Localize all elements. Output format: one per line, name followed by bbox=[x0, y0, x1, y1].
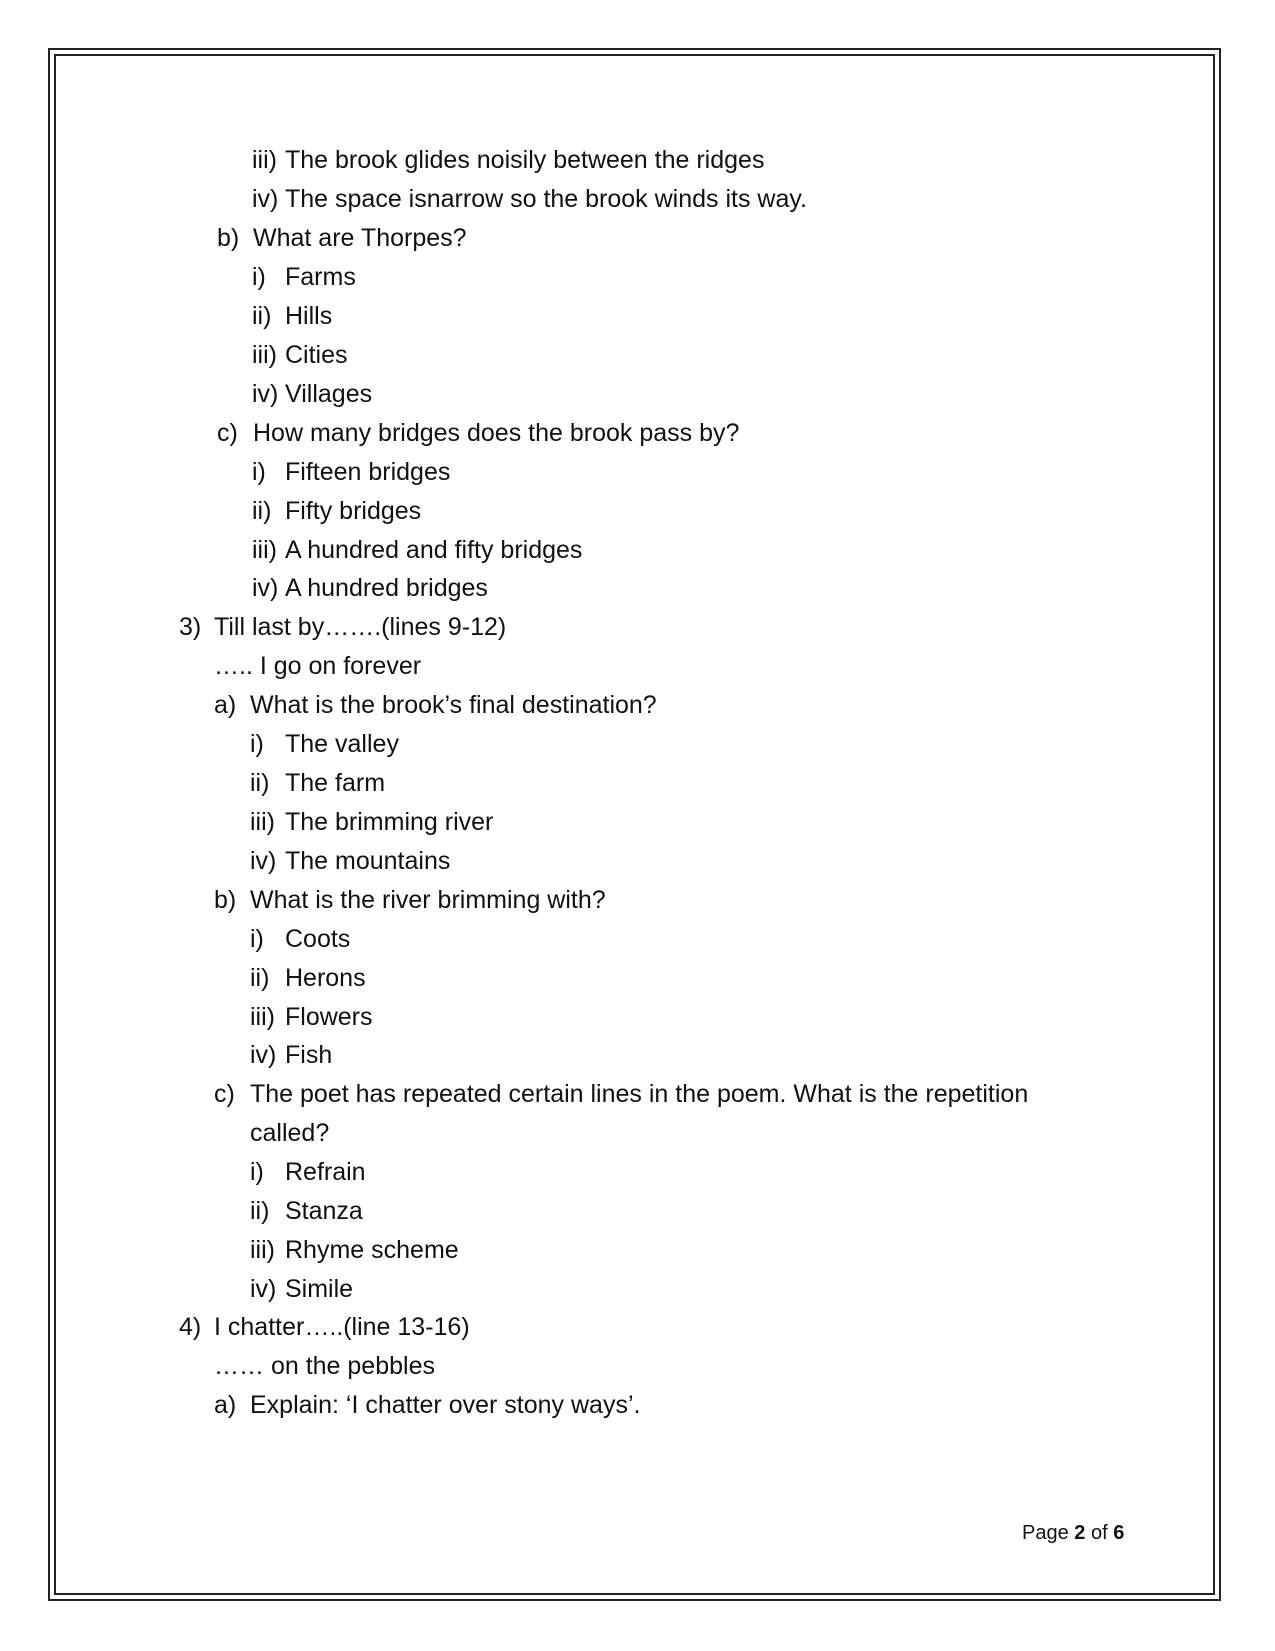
item-number: iv) bbox=[250, 1275, 277, 1303]
item-number: ii) bbox=[252, 302, 272, 330]
item-number: iv) bbox=[250, 1041, 277, 1069]
item-number: a) bbox=[214, 1391, 237, 1419]
item-text: called? bbox=[250, 1119, 330, 1147]
item-text: Explain: ‘I chatter over stony ways’. bbox=[250, 1391, 641, 1419]
item-number: 4) bbox=[179, 1313, 202, 1341]
item-text: The valley bbox=[285, 730, 399, 758]
item-number: iv) bbox=[252, 380, 279, 408]
item-text: The mountains bbox=[285, 847, 451, 875]
item-text: …… on the pebbles bbox=[214, 1352, 435, 1380]
item-number: c) bbox=[214, 1080, 235, 1108]
item-text: Simile bbox=[285, 1275, 354, 1303]
item-text: Till last by…….(lines 9-12) bbox=[214, 613, 507, 641]
item-text: Villages bbox=[285, 380, 373, 408]
item-number: b) bbox=[217, 224, 240, 252]
item-number: ii) bbox=[250, 1197, 270, 1225]
item-text: The brook glides noisily between the ridges bbox=[285, 146, 765, 174]
item-number: i) bbox=[250, 730, 264, 758]
item-text: I chatter…..(line 13-16) bbox=[214, 1313, 470, 1341]
footer-prefix: Page bbox=[1022, 1522, 1075, 1544]
item-number: ii) bbox=[250, 769, 270, 797]
item-number: i) bbox=[252, 263, 266, 291]
item-text: Coots bbox=[285, 925, 351, 953]
page-footer bbox=[1022, 1521, 1124, 1545]
item-number: ii) bbox=[252, 497, 272, 525]
item-number: c) bbox=[217, 419, 238, 447]
item-number: b) bbox=[214, 886, 237, 914]
item-number: iii) bbox=[252, 146, 277, 174]
item-text: Rhyme scheme bbox=[285, 1236, 459, 1264]
item-text: Flowers bbox=[285, 1003, 373, 1031]
item-number: iii) bbox=[250, 1236, 275, 1264]
item-text: Fifteen bridges bbox=[285, 458, 451, 486]
item-number: iv) bbox=[252, 574, 279, 602]
item-text: The poet has repeated certain lines in the poem. What is the repetition bbox=[250, 1080, 1029, 1108]
item-text: A hundred bridges bbox=[285, 574, 488, 602]
item-number: iii) bbox=[252, 536, 277, 564]
footer-total-pages: 6 bbox=[1113, 1522, 1125, 1544]
item-text: The brimming river bbox=[285, 808, 494, 836]
item-number: a) bbox=[214, 691, 237, 719]
item-text: Hills bbox=[285, 302, 333, 330]
item-text: Fish bbox=[285, 1041, 333, 1069]
item-text: Herons bbox=[285, 964, 366, 992]
item-text: Farms bbox=[285, 263, 356, 291]
item-text: Refrain bbox=[285, 1158, 366, 1186]
item-text: What is the brook’s final destination? bbox=[250, 691, 657, 719]
item-text: A hundred and fifty bridges bbox=[285, 536, 583, 564]
item-number: iv) bbox=[252, 185, 279, 213]
item-number: i) bbox=[252, 458, 266, 486]
item-number: ii) bbox=[250, 964, 270, 992]
item-text: Cities bbox=[285, 341, 348, 369]
item-number: i) bbox=[250, 1158, 264, 1186]
item-text: Stanza bbox=[285, 1197, 363, 1225]
footer-current-page: 2 bbox=[1074, 1522, 1086, 1544]
item-number: iii) bbox=[252, 341, 277, 369]
item-text: What is the river brimming with? bbox=[250, 886, 606, 914]
item-text: The farm bbox=[285, 769, 386, 797]
item-number: iii) bbox=[250, 1003, 275, 1031]
footer-middle: of bbox=[1085, 1522, 1114, 1544]
item-number: 3) bbox=[179, 613, 202, 641]
item-text: Fifty bridges bbox=[285, 497, 422, 525]
item-text: What are Thorpes? bbox=[253, 224, 467, 252]
item-text: ….. I go on forever bbox=[214, 652, 422, 680]
item-text: How many bridges does the brook pass by? bbox=[253, 419, 740, 447]
item-number: iii) bbox=[250, 808, 275, 836]
item-number: iv) bbox=[250, 847, 277, 875]
item-text: The space isnarrow so the brook winds its way. bbox=[285, 185, 807, 213]
item-number: i) bbox=[250, 925, 264, 953]
